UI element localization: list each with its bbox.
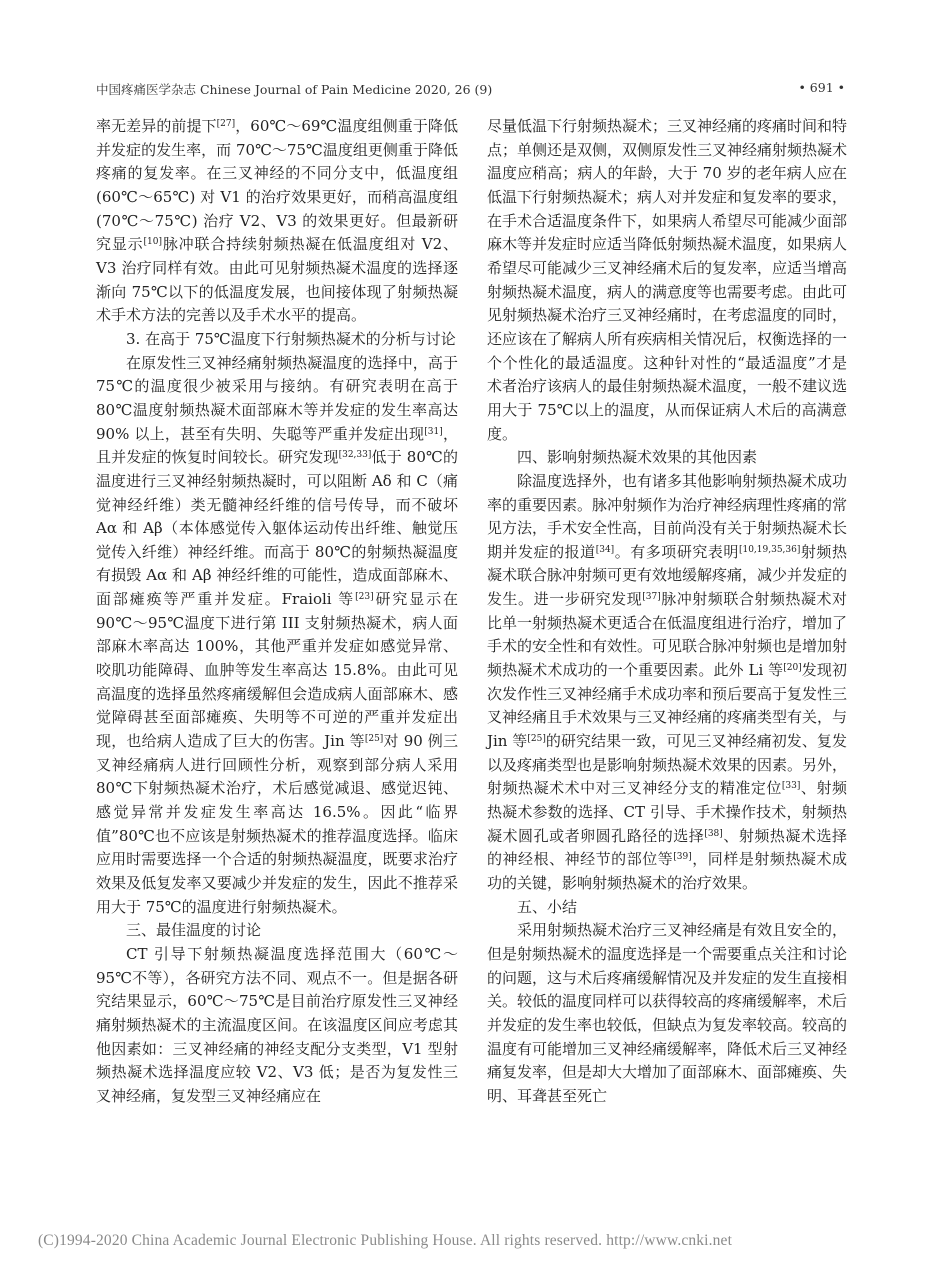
copyright-footer: (C)1994-2020 China Academic Journal Electronic Publishing House. All rights reserved. http://www.cnki.net	[38, 1232, 733, 1249]
citation: [37]	[642, 592, 661, 603]
citation: [34]	[595, 544, 615, 555]
citation: [23]	[355, 592, 374, 603]
citation: [25]	[364, 734, 384, 745]
paragraph: 采用射频热凝术治疗三叉神经痛是有效且安全的，但是射频热凝术的温度选择是一个需要重点关注和讨论的问题，这与术后疼痛缓解情况及并发症的发生直接相关。较低的温度同样可以获得较高的疼痛缓解率，术后并发症的发生率也较低，但缺点为复发率较高。较高的温度有可能增加三叉神经痛缓解率，降低术后三叉神经痛复发率，但是却大大增加了面部麻木、面部瘫痪、失明、耳聋甚至死亡	[487, 921, 848, 1105]
citation: [10,19,35,36]	[738, 544, 801, 555]
left-column	[96, 115, 458, 1109]
citation: [10]	[143, 237, 162, 248]
right-column	[487, 115, 847, 1109]
section-heading: 四、影响射频热凝术效果的其他因素	[517, 448, 758, 467]
citation: [32,33]	[338, 450, 372, 461]
citation: [39]	[673, 852, 692, 863]
citation: [31]	[424, 426, 443, 437]
citation: [33]	[781, 781, 801, 792]
section-heading: 三、最佳温度的讨论	[126, 921, 262, 940]
section-heading: 五、小结	[517, 897, 578, 916]
citation: [27]	[216, 119, 236, 129]
journal-header: 中国疼痛医学杂志 Chinese Journal of Pain Medicine 2020, 26 (9)	[96, 82, 493, 97]
page-number: • 691 •	[798, 80, 845, 95]
paragraph: 在原发性三叉神经痛射频热凝温度的选择中，高于 75℃的温度很少被采用与接纳。有研究表明在高于 80℃温度射频热凝术面部麻木等并发症的发生率高达 90% 以上，甚至有失明、失聪等严重并发症出现[31]，且并发症的恢复时间较长。研究发现[32,33]低于 80℃的温度进行三叉神经射频热凝时，可以阻断 Aδ 和 C（痛觉神经纤维）类无髓神经纤维的信号传导，而不破坏 Aα 和 Aβ（本体感觉传入躯体运动传出纤维、触觉压觉传入纤维）神经纤维。而高于 80℃的射频热凝温度有损毁 Aα 和 Aβ 神经纤维的可能性，造成面部麻木、面部瘫痪等严重并发症。Fraioli 等[23]研究显示在 90℃～95℃温度下进行第 III 支射频热凝术，病人面部麻木率高达 100%，其他严重并发症如感觉异常、咬肌功能障碍、血肿等发生率高达 15.8%。由此可见高温度的选择虽然疼痛缓解但会造成病人面部麻木、感觉障碍甚至面部瘫痪、失明等不可逆的严重并发症出现，也给病人造成了巨大的伤害。Jin 等[25]对 90 例三叉神经痛病人进行回顾性分析，观察到部分病人采用 80℃下射频热凝术治疗，术后感觉减退、感觉迟钝、感觉异常并发症发生率高达 16.5%。因此“临界值”80℃也不应该是射频热凝术的推荐温度选择。临床应用时需要选择一个合适的射频热凝温度，既要求治疗效果及低复发率又要减少并发症的发生，因此不推荐采用大于 75℃的温度进行射频热凝术。	[96, 353, 458, 916]
paragraph: 率无差异的前提下[27]，60℃～69℃温度组侧重于降低并发症的发生率，而 70℃～75℃温度组更侧重于降低疼痛的复发率。在三叉神经的不同分支中，低温度组 (60℃～65℃) 对 V1 的治疗效果更好，而稍高温度组 (70℃～75℃) 治疗 V2、V3 的效果更好。但最新研究显示[10]脉冲联合持续射频热凝在低温度组对 V2、V3 治疗同样有效。由此可见射频热凝术温度的选择逐渐向 75℃以下的低温度发展，也间接体现了射频热凝术手术方法的完善以及手术水平的提高。	[96, 117, 458, 325]
citation: [38]	[704, 828, 723, 839]
subsection-heading: 3. 在高于 75℃温度下行射频热凝术的分析与讨论	[126, 329, 456, 348]
paragraph: 除温度选择外，也有诸多其他影响射频热凝术成功率的重要因素。脉冲射频作为治疗神经病理性疼痛的常见方法，手术安全性高，目前尚没有关于射频热凝术长期并发症的报道[34]。有多项研究表明[10,19,35,36]射频热凝术联合脉冲射频可更有效地缓解疼痛，减少并发症的发生。进一步研究发现[37]脉冲射频联合射频热凝术对比单一射频热凝术更适合在低温度组进行治疗，增加了手术的安全性和有效性。可见联合脉冲射频也是增加射频热凝术术成功的一个重要因素。此外 Li 等[20]发现初次发作性三叉神经痛手术成功率和预后要高于复发性三叉神经痛且手术效果与三叉神经痛的疼痛类型有关，与 Jin 等[25]的研究结果一致，可见三叉神经痛初发、复发以及疼痛类型也是影响射频热凝术效果的因素。另外，射频热凝术术中对三叉神经分支的精准定位[33]、射频热凝术参数的选择、CT 引导、手术操作技术，射频热凝术圆孔或者卵圆孔路径的选择[38]、射频热凝术选择的神经根、神经节的部位等[39]，同样是射频热凝术成功的关键，影响射频热凝术的治疗效果。	[487, 471, 848, 892]
citation: [20]	[783, 663, 802, 674]
paragraph: 尽量低温下行射频热凝术；三叉神经痛的疼痛时间和特点；单侧还是双侧，双侧原发性三叉神经痛射频热凝术温度应稍高；病人的年龄，大于 70 岁的老年病人应在低温下行射频热凝术；病人对并发症和复发率的要求，在手术合适温度条件下，如果病人希望尽可能减少面部麻木等并发症时应适当降低射频热凝术温度，如果病人希望尽可能减少三叉神经痛术后的复发率，应适当增高射频热凝术温度，病人的满意度等也需要考虑。由此可见射频热凝术治疗三叉神经痛时，在考虑温度的同时，还应该在了解病人所有疾病相关情况后，权衡选择的一个个性化的最适温度。这种针对性的“最适温度”才是术者治疗该病人的最佳射频热凝术温度，一般不建议选用大于 75℃以上的温度，从而保证病人术后的高满意度。	[487, 117, 848, 443]
paragraph: CT 引导下射频热凝温度选择范围大（60℃～95℃不等），各研究方法不同、观点不一。但是据各研究结果显示，60℃～75℃是目前治疗原发性三叉神经痛射频热凝术的主流温度区间。在该温度区间应考虑其他因素如：三叉神经痛的神经支配分支类型，V1 型射频热凝术选择温度应较 V2、V3 低；是否为复发性三叉神经痛，复发型三叉神经痛应在	[96, 944, 458, 1105]
citation: [25]	[527, 734, 546, 745]
